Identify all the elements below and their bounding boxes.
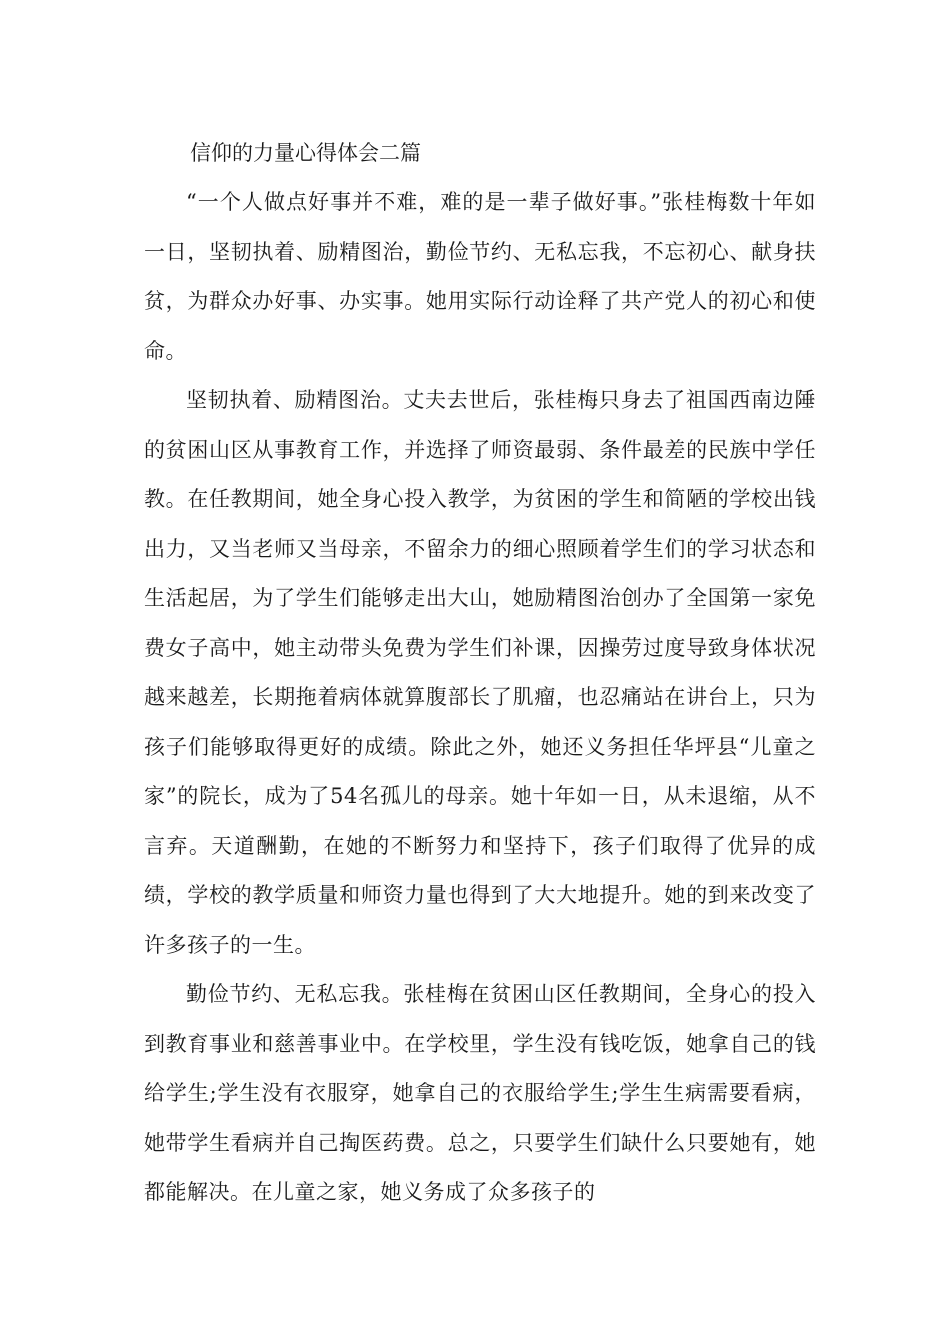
document-body <box>144 128 816 1218</box>
paragraph-perseverance: 坚韧执着、励精图治。丈夫去世后，张桂梅只身去了祖国西南边陲的贫困山区从事教育工作，并选择了师资最弱、条件最差的民族中学任教。在任教期间，她全身心投入教学，为贫困的学生和简陋的学校出钱出力，又当老师又当母亲，不留余力的细心照顾着学生们的学习状态和生活起居，为了学生们能够走出大山，她励精图治创办了全国第一家免费女子高中，她主动带头免费为学生们补课，因操劳过度导致身体状况越来越差，长期拖着病体就算腹部长了肌瘤，也忍痛站在讲台上，只为孩子们能够取得更好的成绩。除此之外，她还义务担任华坪县“儿童之家”的院长，成为了54名孤儿的母亲。她十年如一日，从未退缩，从不言弃。天道酬勤，在她的不断努力和坚持下，孩子们取得了优异的成绩，学校的教学质量和师资力量也得到了大大地提升。她的到来改变了许多孩子的一生。 <box>144 388 816 957</box>
paragraph-frugality: 勤俭节约、无私忘我。张桂梅在贫困山区任教期间，全身心的投入到教育事业和慈善事业中。在学校里，学生没有钱吃饭，她拿自己的钱给学生;学生没有衣服穿，她拿自己的衣服给学生;学生生病需要看病，她带学生看病并自己掏医药费。总之，只要学生们缺什么只要她有，她都能解决。在儿童之家，她义务成了众多孩子的 <box>144 982 816 1204</box>
paragraph-intro: “一个人做点好事并不难，难的是一辈子做好事。”张桂梅数十年如一日，坚韧执着、励精图治，勤俭节约、无私忘我，不忘初心、献身扶贫，为群众办好事、办实事。她用实际行动诠释了共产党人的初心和使命。 <box>144 190 816 363</box>
document-title: 信仰的力量心得体会二篇 <box>190 141 421 165</box>
